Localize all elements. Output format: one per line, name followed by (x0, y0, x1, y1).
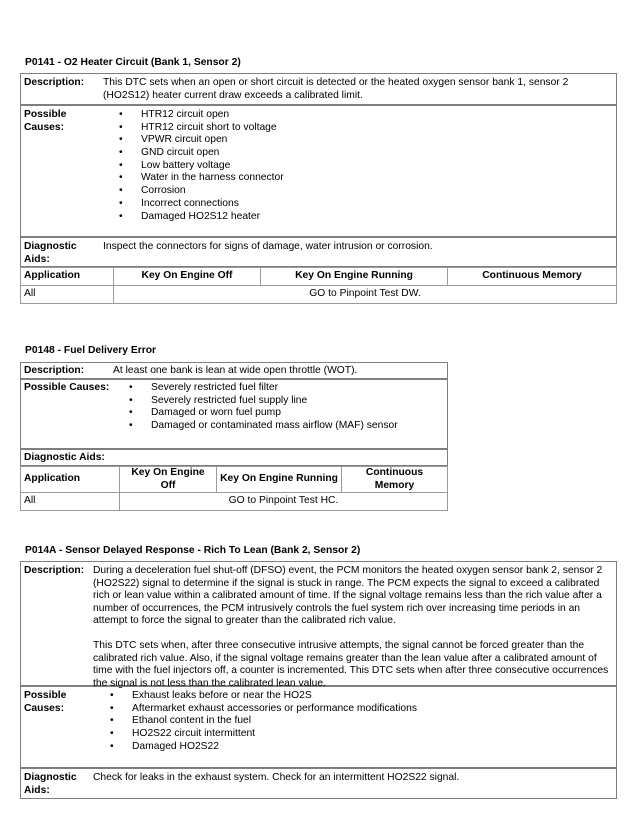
list-item (110, 690, 417, 703)
description-label: Description: (24, 565, 85, 576)
causes-label (24, 109, 66, 134)
cause-text: Ethanol content in the fuel (132, 715, 252, 727)
aids-label-line: Diagnostic (24, 241, 77, 252)
bullet-icon: • (129, 407, 133, 419)
cause-text: Damaged HO2S22 (132, 740, 220, 752)
cause-text: HTR12 circuit open (141, 109, 230, 120)
aids-text: Inspect the connectors for signs of damage, water intrusion or corrosion. (103, 241, 433, 252)
table-row (21, 286, 617, 304)
table-row (21, 493, 448, 511)
description-line: time with the fuel injectors off, a counter is incremented. This DTC sets when after three consecutive occurrences (93, 665, 609, 677)
description-line: (HO2S12) heater current draw exceeds a calibrated limit. (103, 89, 363, 101)
aids-label-line: Diagnostic (24, 772, 77, 783)
table-cell: All (21, 493, 120, 511)
aids-label (24, 772, 77, 797)
section-title-p0141: P0141 - O2 Heater Circuit (Bank 1, Sensor 2) (25, 57, 241, 68)
causes-row (20, 686, 617, 768)
list-item (129, 394, 398, 408)
list-item (119, 109, 284, 122)
cause-text: Damaged or worn fuel pump (151, 407, 281, 419)
section-title-p0148: P0148 - Fuel Delivery Error (25, 345, 157, 356)
causes-row (20, 379, 448, 449)
list-item (119, 172, 284, 185)
causes-label-line: Causes: (24, 702, 65, 714)
cause-text: HO2S22 circuit intermittent (132, 728, 256, 740)
description-label: Description: (24, 77, 85, 88)
table-header: Application (21, 268, 114, 286)
table-header: Continuous Memory (342, 467, 448, 493)
causes-label-line: Possible (24, 690, 67, 701)
table-header: Key On Engine Running (217, 467, 342, 493)
list-item (119, 159, 284, 173)
aids-row (20, 449, 448, 466)
application-table (20, 267, 617, 304)
list-item (119, 210, 284, 224)
description-line: attempt to force the signal to greater than the calibrated rich value. (93, 615, 396, 627)
table-header-row (21, 268, 617, 286)
cause-text: Aftermarket exhaust accessories or performance modifications (132, 702, 417, 714)
description-line: This DTC sets when an open or short circuit is detected or the heated oxygen sensor bank 1, sensor 2 (103, 77, 569, 88)
list-item (129, 420, 398, 433)
cause-text: Exhaust leaks before or near the HO2S (132, 690, 312, 701)
aids-row (20, 237, 617, 267)
causes-list (119, 109, 284, 223)
cause-text: HTR12 circuit short to voltage (141, 121, 277, 133)
description-line: This DTC sets when, after three consecutive intrusive attempts, the signal cannot be forced greater than the (93, 639, 585, 651)
list-item (119, 197, 284, 211)
cause-text: Corrosion (141, 185, 186, 197)
description-text (93, 565, 608, 690)
cause-text: Incorrect connections (141, 197, 239, 209)
causes-row (20, 105, 617, 237)
pinpoint-test-cell: GO to Pinpoint Test DW. (114, 286, 617, 304)
list-item (129, 407, 398, 420)
aids-text: Check for leaks in the exhaust system. Check for an intermittent HO2S22 signal. (93, 772, 460, 783)
table-header: Application (21, 467, 120, 493)
aids-row (20, 768, 617, 799)
description-paragraph (93, 565, 608, 628)
description-paragraph (93, 640, 608, 690)
list-item (119, 147, 284, 160)
bullet-icon: • (129, 420, 133, 432)
description-row (20, 73, 617, 105)
bullet-icon: • (129, 382, 133, 393)
description-line: calibrated rich value. Also, if the signal voltage remains greater than the lean value after a calibrated amount of (93, 652, 597, 664)
description-label: Description: (24, 365, 85, 376)
cause-text: VPWR circuit open (141, 134, 228, 146)
bullet-icon: • (119, 147, 123, 159)
cause-text: Water in the harness connector (141, 172, 284, 184)
list-item (129, 382, 398, 395)
bullet-icon: • (110, 728, 114, 740)
description-line: rich or lean value within a calibrated amount of time. If the signal voltage remains less than the rich value after a (93, 590, 602, 602)
cause-text: Severely restricted fuel supply line (151, 394, 308, 406)
description-row (20, 561, 617, 689)
table-header-row (21, 467, 448, 493)
cause-text: Damaged or contaminated mass airflow (MAF) sensor (151, 420, 398, 432)
bullet-icon: • (119, 159, 123, 171)
list-item (110, 715, 417, 728)
aids-label-line: Aids: (24, 253, 50, 265)
description-line: During a deceleration fuel shut-off (DFSO) event, the PCM monitors the heated oxygen sensor bank 2, sensor 2 (93, 565, 603, 576)
aids-label: Diagnostic Aids: (24, 452, 105, 463)
table-header: Continuous Memory (448, 268, 617, 286)
bullet-icon: • (110, 702, 114, 714)
bullet-icon: • (119, 109, 123, 120)
bullet-icon: • (110, 715, 114, 727)
list-item (119, 121, 284, 135)
cause-text: Severely restricted fuel filter (151, 382, 279, 393)
section-title-p014a: P014A - Sensor Delayed Response - Rich To Lean (Bank 2, Sensor 2) (25, 545, 361, 556)
causes-label: Possible Causes: (24, 382, 110, 393)
cause-text: GND circuit open (141, 147, 220, 159)
bullet-icon: • (110, 690, 114, 701)
bullet-icon: • (119, 172, 123, 184)
table-cell: All (21, 286, 114, 304)
application-table (20, 466, 448, 511)
bullet-icon: • (119, 197, 123, 209)
table-header: Key On Engine Off (114, 268, 261, 286)
list-item (119, 185, 284, 198)
list-item (110, 728, 417, 741)
cause-text: Low battery voltage (141, 159, 231, 171)
bullet-icon: • (129, 394, 133, 406)
list-item (110, 702, 417, 716)
aids-label (24, 241, 77, 266)
bullet-icon: • (110, 740, 114, 752)
bullet-icon: • (119, 185, 123, 197)
bullet-icon: • (119, 134, 123, 146)
description-line: number of occurrences, the PCM intrusively controls the fuel system rich over increasing time periods in an (93, 602, 581, 614)
table-header: Key On Engine Off (120, 467, 217, 493)
bullet-icon: • (119, 210, 123, 222)
aids-label-line: Aids: (24, 784, 50, 796)
causes-label-line: Causes: (24, 121, 65, 133)
list-item (119, 134, 284, 147)
description-row (20, 362, 448, 379)
description-text (103, 77, 568, 102)
cause-text: Damaged HO2S12 heater (141, 210, 261, 222)
description-text: At least one bank is lean at wide open throttle (WOT). (113, 365, 358, 376)
pinpoint-test-cell: GO to Pinpoint Test HC. (120, 493, 448, 511)
causes-list (110, 690, 417, 753)
description-line: the signal is not less than the calibrated lean value. (93, 677, 326, 689)
description-line: (HO2S22) signal to determine if the signal is stuck in range. The PCM expects the signal to exceed a calibrated (93, 577, 600, 589)
table-header: Key On Engine Running (261, 268, 448, 286)
list-item (110, 740, 417, 754)
causes-label (24, 690, 66, 715)
causes-list (129, 382, 398, 433)
bullet-icon: • (119, 121, 123, 133)
causes-label-line: Possible (24, 109, 67, 120)
